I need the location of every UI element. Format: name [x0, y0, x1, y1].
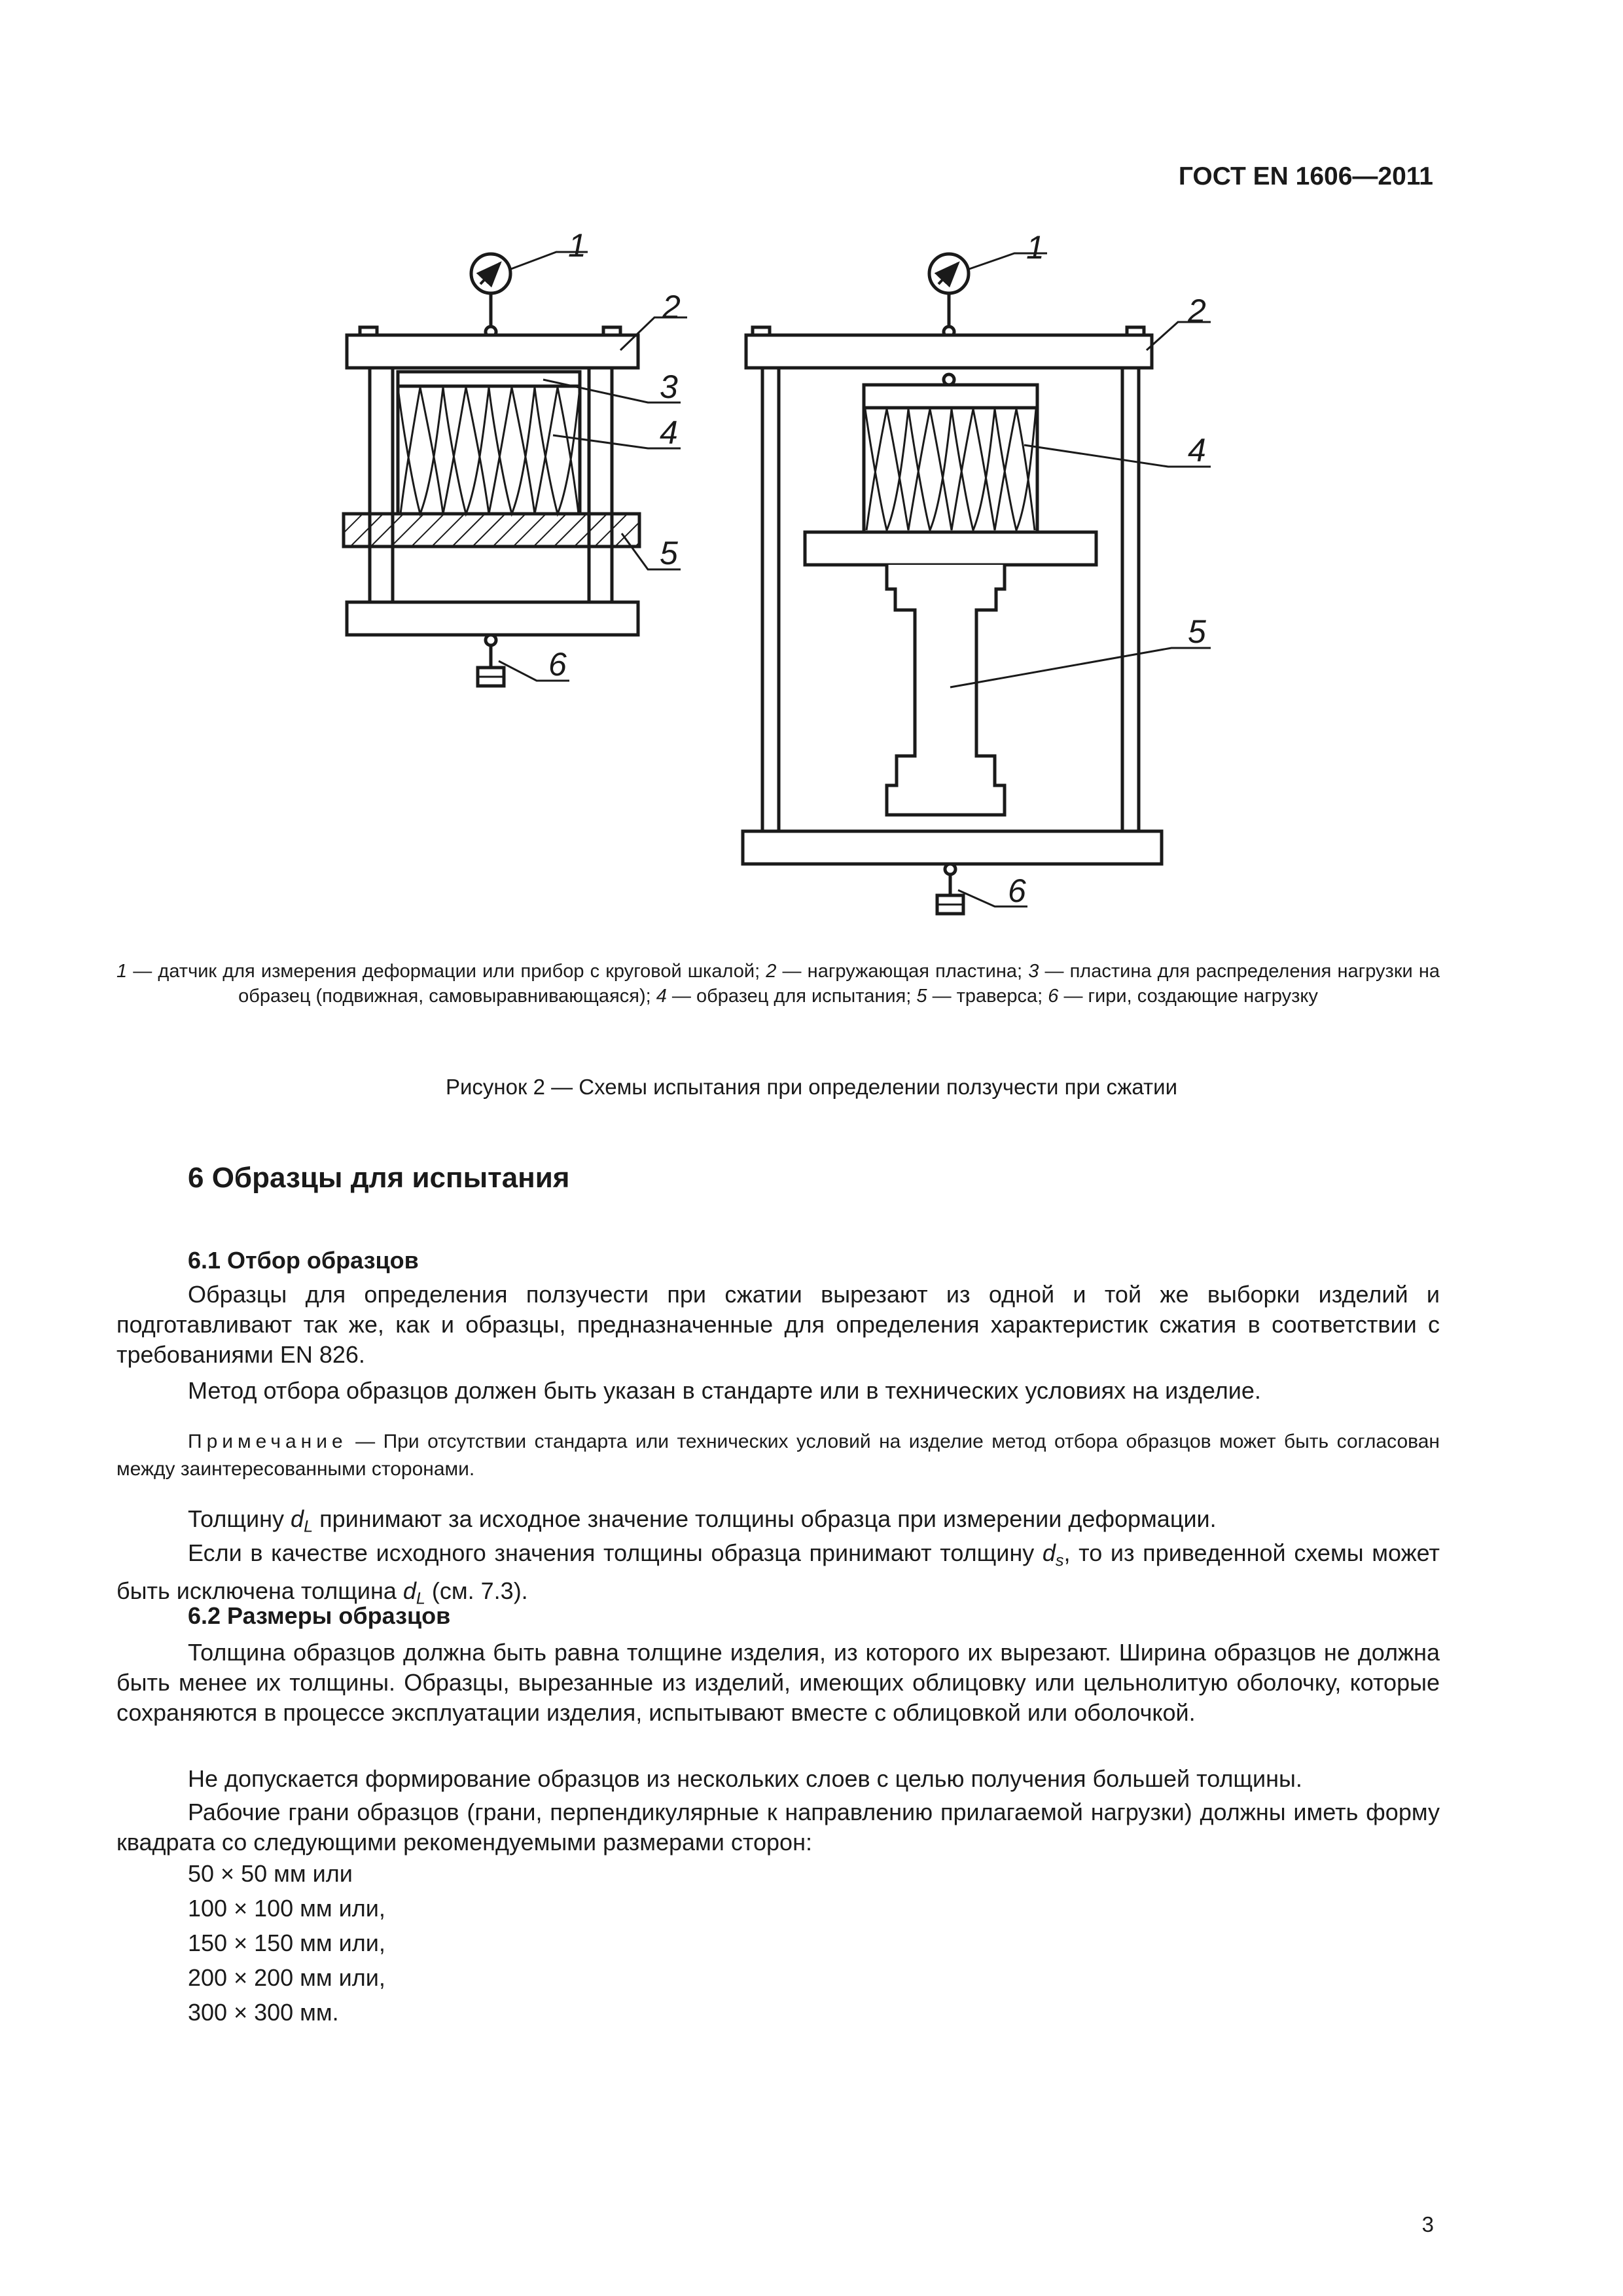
list-item: 150 × 150 мм или, — [188, 1929, 385, 1956]
list-item: 100 × 100 мм или, — [188, 1895, 385, 1922]
traverse — [344, 514, 639, 547]
paragraph: Рабочие грани образцов (грани, перпендикулярные к направлению прилагаемой нагрузки) должны иметь форму квадрата со следующими рекомендуемыми размерами сторон: — [116, 1799, 1440, 1856]
list-item: 300 × 300 мм. — [188, 1999, 339, 2026]
right-label-2: 2 — [1188, 293, 1206, 329]
note: Примечание — При отсутствии стандарта или технических условий на изделие метод отбора образцов может быть согласован между заинтересованными сторонами. — [116, 1431, 1440, 1480]
figure-legend: 1 — датчик для измерения деформации или прибор с круговой шкалой; 2 — нагружающая пластина; 3 — пластина для распределения нагрузки на образец (подвижная, самовыравнивающаяся); 4 — образец для испытания; 5 — траверса; 6 — гири, создающие нагрузку — [116, 961, 1440, 1007]
right-callouts — [1008, 229, 1206, 909]
left-label-1: 1 — [568, 227, 586, 264]
right-label-4: 4 — [1188, 432, 1206, 469]
left-label-3: 3 — [660, 368, 678, 405]
paragraph: Не допускается формирование образцов из нескольких слоев с целью получения большей толщины. — [188, 1765, 1302, 1792]
dial-gauge-icon — [929, 254, 969, 337]
paragraph: Толщина образцов должна быть равна толщине изделия, из которого их вырезают. Ширина образцов не должна быть менее их толщины. Образцы, вырезанные из изделий, имеющих облицовку или цельнолитую оболочку, которые сохраняются в процессе эксплуатации изделия, испытывают вместе с облицовкой или оболочкой. — [116, 1639, 1440, 1726]
dial-gauge-icon — [471, 254, 510, 337]
figure-caption: Рисунок 2 — Схемы испытания при определении ползучести при сжатии — [445, 1075, 1178, 1099]
loading-plate — [347, 335, 638, 368]
left-label-4: 4 — [660, 414, 678, 451]
paragraph: Толщину $d_L$ принимают за исходное значение толщины образца при измерении деформации. — [188, 1505, 1217, 1536]
left-label-2: 2 — [662, 289, 681, 325]
subsection-title-6-2: 6.2 Размеры образцов — [188, 1602, 451, 1629]
right-test-scheme — [743, 254, 1162, 914]
right-label-1: 1 — [1026, 229, 1044, 266]
right-label-5: 5 — [1188, 613, 1206, 650]
left-label-6: 6 — [548, 646, 567, 683]
test-scheme-figure — [0, 0, 1623, 956]
distribution-plate — [398, 372, 580, 386]
left-label-5: 5 — [660, 535, 678, 571]
paragraph: Метод отбора образцов должен быть указан в стандарте или в технических условиях на изделие. — [188, 1377, 1261, 1404]
paragraph: Если в качестве исходного значения толщины образца принимают толщину $d_s$, то из приведенной схемы может быть исключена толщина $d_L$ (см. 7.3). — [116, 1539, 1440, 1608]
right-label-6: 6 — [1008, 872, 1026, 909]
standard-designation: ГОСТ EN 1606—2011 — [1178, 162, 1433, 190]
subsection-title-6-1: 6.1 Отбор образцов — [188, 1247, 419, 1274]
loading-plate — [746, 335, 1152, 368]
traverse — [805, 532, 1096, 565]
list-item: 200 × 200 мм или, — [188, 1964, 385, 1991]
section-title: 6 Образцы для испытания — [188, 1162, 570, 1194]
page-number: 3 — [1421, 2212, 1434, 2236]
left-test-scheme — [344, 254, 639, 686]
list-item: 50 × 50 мм или — [188, 1860, 353, 1887]
paragraph: Образцы для определения ползучести при сжатии вырезают из одной и той же выборки изделий и подготавливают так же, как и образцы, предназначенные для определения характеристик сжатия в соответствии с требованиями EN 826. — [116, 1281, 1440, 1368]
